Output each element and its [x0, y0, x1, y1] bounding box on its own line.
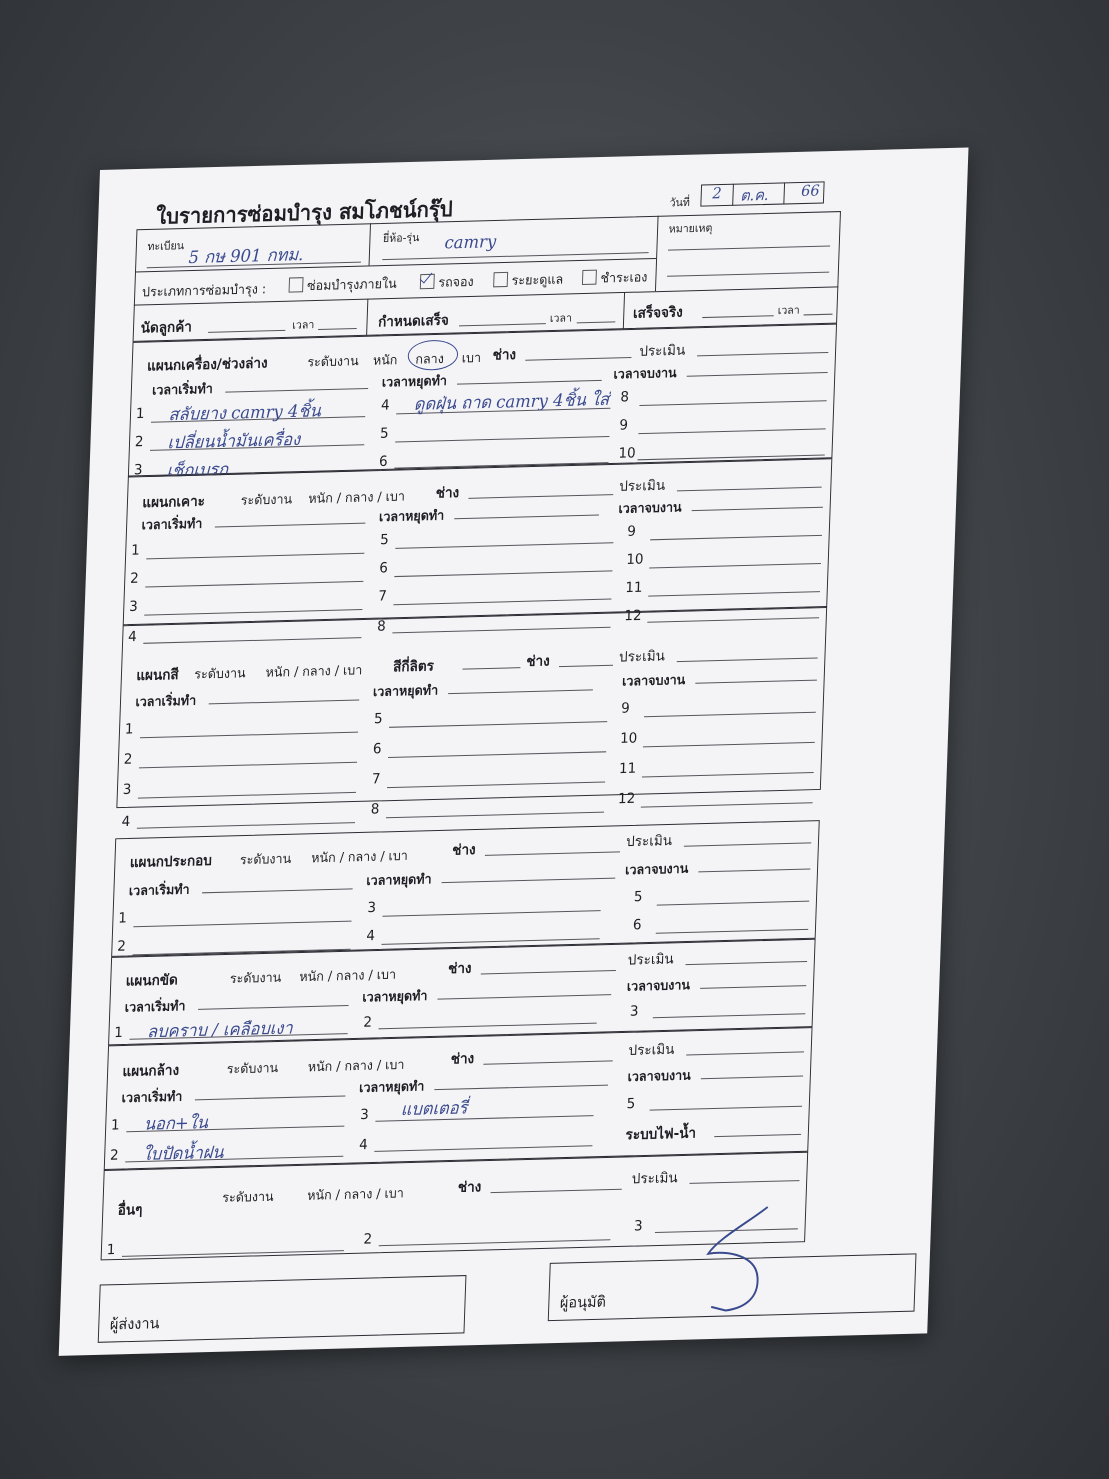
- plate-label: ทะเบียน: [147, 239, 185, 254]
- appointment-label: นัดลูกค้า: [140, 319, 193, 337]
- wash-item-2[interactable]: ใบปัดน้ำฝน: [142, 1142, 224, 1165]
- engine-item-1[interactable]: สลับยาง camry 4ชิ้น: [168, 401, 322, 426]
- form-title: ใบรายการซ่อมบำรุง สมโภชน์กรุ๊ป: [155, 197, 454, 229]
- type-internal-checkbox[interactable]: [289, 277, 304, 292]
- type-booked-checkbox-checked[interactable]: [420, 274, 435, 289]
- type-internal[interactable]: ซ่อมบำรุงภายใน: [288, 273, 397, 297]
- header-box: [133, 211, 841, 342]
- engine-title: แผนกเครื่อง/ช่วงล่าง: [146, 355, 268, 375]
- wash-item-1[interactable]: นอก+ใน: [143, 1113, 209, 1135]
- model-value[interactable]: camry: [444, 232, 497, 254]
- paint-liters-label: สีกี่ลิตร: [392, 658, 435, 676]
- actual-label: เสร็จจริง: [632, 304, 684, 322]
- polish-title: แผนกขัด: [125, 972, 179, 990]
- plate-value[interactable]: 5 กษ 901 กทม.: [188, 245, 304, 269]
- date-year: 66: [800, 181, 820, 201]
- date-label: วันที่: [669, 195, 691, 210]
- engine-item-2[interactable]: เปลี่ยนน้ำมันเครื่อง: [167, 429, 301, 454]
- remark-label: หมายเหตุ: [668, 221, 713, 236]
- wash-title: แผนกล้าง: [122, 1062, 180, 1081]
- due-label: กำหนดเสร็จ: [377, 312, 450, 331]
- paint-title: แผนกสี: [136, 666, 179, 685]
- engine-item-3[interactable]: เช็กเบรก: [166, 459, 229, 482]
- sender-label: ผู้ส่งงาน: [109, 1314, 160, 1334]
- assembly-title: แผนกประกอบ: [129, 852, 213, 872]
- section-body: [123, 458, 833, 625]
- section-paint: [116, 607, 827, 808]
- repair-type-label: ประเภทการซ่อมบำรุง :: [141, 282, 267, 301]
- type-booked[interactable]: รถจอง: [420, 271, 474, 293]
- wash-item-3[interactable]: แบตเตอรี่: [400, 1098, 468, 1121]
- repair-form-sheet: ใบรายการซ่อมบำรุง สมโภชน์กรุ๊ป วันที่ 2 ต.ค. 66 ทะเบียน 5 กษ 901 กทม. ยี่ห้อ-รุ่น camry หมายเหตุ ประเภทการซ่อมบำรุง : ซ่อมบำรุงภายใน รถจอง ระยะดูแล ชำระเอง นัดลูกค้า เวลา กำหนดเสร็จ เวลา เสร็จจริง เวลา แผนกเครื่อง/ช่วงล่าง ระดับงาน หนัก กลาง เบา ช่าง ประเมิน เวลาเริ่มทำ เวลาหยุดทำ เวลาจบงาน 1 2 3 4 5 6 8 9 10 สลับยาง camry 4ชิ้น เปลี่ยนน้ำมันเครื่อง เช็กเบรก ดูดฝุ่น ถาด camry 4ชิ้น ใส่ แผนกเคาะ ระดับงาน หนัก / กลาง / เบา ช่าง ประเมิน เวลาเริ่มทำ เวลาหยุดทำ เวลาจบงาน 1 2 3 5 6 7 9 10 11 4 8 12 แผนกสี ระดับงาน หนัก / กลาง / เบา สีกี่ลิตร ช่าง ประเมิน เวลาเริ่มทำ เวลาหยุดทำ เวลาจบงาน 1 2 3 5 6 7 9 10 11 4 8 12 แผนกประกอบ ระดับงาน หนัก / กลาง / เบา ช่าง ประเมิน เวลาเริ่มทำ เวลาหยุดทำ เวลาจบงาน 1 2 3 4 5 6 แผนกขัด ระดับงาน หนัก / กลาง / เบา ช่าง ประเมิน เวลาเริ่มทำ เวลาหยุดทำ เวลาจบงาน 1 2 3 ลบคราบ / เคลือบเงา แผนกล้าง ระดับงาน หนัก / กลาง / เบา ช่าง ประเมิน เวลาเริ่มทำ เวลาหยุดทำ เวลาจบงาน 1 2 3 4 5 ระบบไฟ-น้ำ นอก+ใน ใบปัดน้ำฝน แบตเตอรี่ อื่นๆ ระดับงาน หนัก / กลาง / เบา ช่าง ประเมิน 1 2 3 ผู้ส่งงาน ผู้อนุมัติ: [59, 148, 969, 1356]
- polish-item-1[interactable]: ลบคราบ / เคลือบเงา: [146, 1018, 294, 1043]
- model-label: ยี่ห้อ-รุ่น: [382, 231, 420, 246]
- engine-item-4[interactable]: ดูดฝุ่น ถาด camry 4ชิ้น ใส่: [413, 389, 610, 415]
- type-self-pay[interactable]: ชำระเอง: [582, 266, 648, 289]
- type-care-checkbox[interactable]: [493, 272, 508, 287]
- approver-signature: [686, 1195, 826, 1329]
- electric-water-label: ระบบไฟ-น้ำ: [625, 1125, 697, 1144]
- type-self-pay-checkbox[interactable]: [582, 270, 597, 285]
- approver-label: ผู้อนุมัติ: [559, 1292, 607, 1312]
- body-title: แผนกเคาะ: [142, 493, 206, 512]
- other-title: อื่นๆ: [117, 1202, 143, 1219]
- engine-level-medium-circled[interactable]: กลาง: [415, 351, 445, 368]
- date-day: 2: [712, 184, 722, 203]
- type-care[interactable]: ระยะดูแล: [493, 268, 564, 291]
- date-month: ต.ค.: [739, 185, 769, 205]
